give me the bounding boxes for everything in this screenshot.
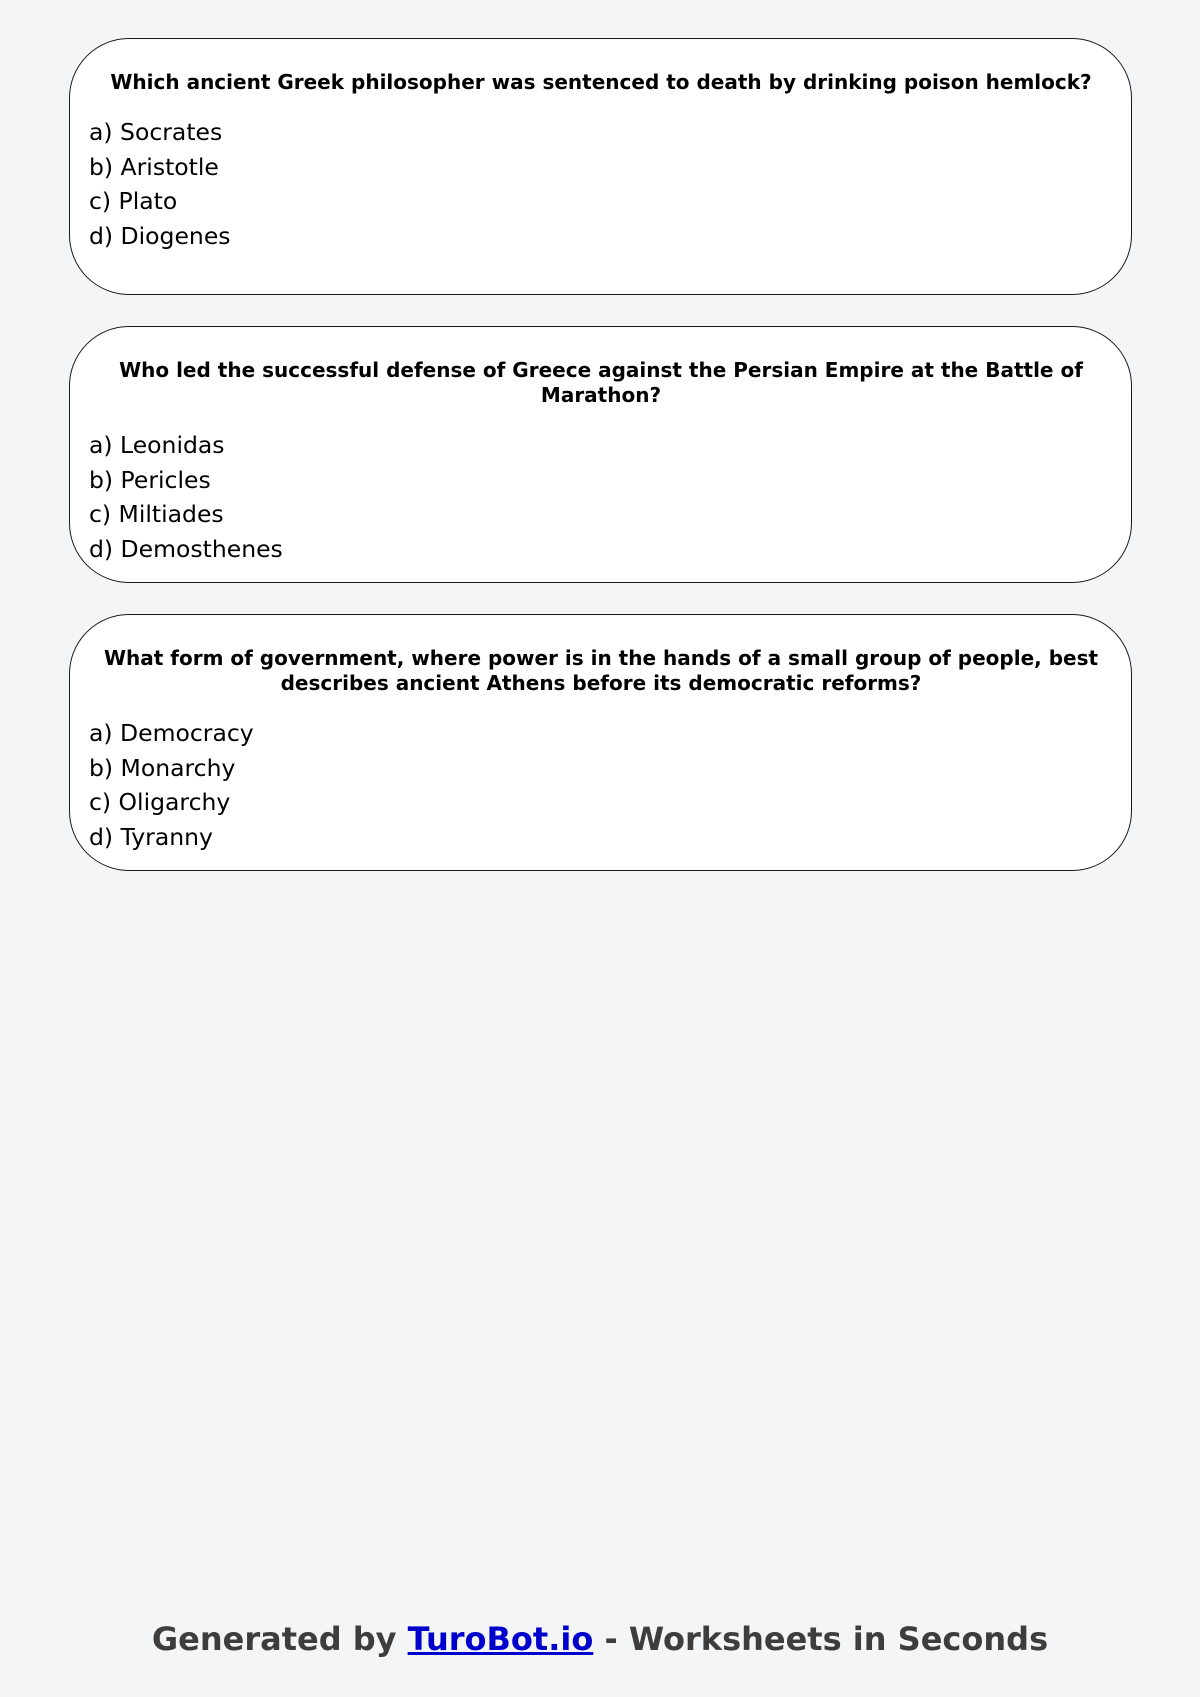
question-list bbox=[69, 38, 1133, 902]
question-text: What form of government, where power is in the hands of a small group of people, best describes ancient Athens before its democratic reforms? bbox=[103, 646, 1099, 695]
turobot-link[interactable]: TuroBot.io bbox=[407, 1620, 594, 1658]
question-card bbox=[69, 326, 1132, 583]
option-list bbox=[89, 716, 1113, 854]
option-item: c) Oligarchy bbox=[89, 788, 231, 816]
question-text: Who led the successful defense of Greece against the Persian Empire at the Battle of Marathon? bbox=[119, 358, 1083, 407]
option-list bbox=[89, 115, 1113, 253]
option-item: a) Socrates bbox=[89, 118, 223, 146]
option-item: d) Tyranny bbox=[89, 822, 213, 851]
footer-suffix: - Worksheets in Seconds bbox=[593, 1620, 1049, 1658]
option-item: d) Diogenes bbox=[89, 221, 231, 250]
option-item: b) Pericles bbox=[89, 465, 211, 494]
option-item: a) Leonidas bbox=[89, 431, 225, 459]
footer-credit bbox=[0, 1617, 1200, 1661]
question-card bbox=[69, 614, 1132, 871]
option-item: b) Aristotle bbox=[89, 152, 219, 181]
option-item: c) Plato bbox=[89, 187, 178, 215]
footer-prefix: Generated by bbox=[151, 1620, 408, 1658]
option-item: b) Monarchy bbox=[89, 753, 236, 782]
question-card bbox=[69, 38, 1132, 295]
question-text: Which ancient Greek philosopher was sentenced to death by drinking poison hemlock? bbox=[110, 70, 1092, 94]
option-list bbox=[89, 428, 1113, 566]
option-item: a) Democracy bbox=[89, 719, 254, 747]
option-item: d) Demosthenes bbox=[89, 534, 283, 563]
option-item: c) Miltiades bbox=[89, 500, 224, 528]
